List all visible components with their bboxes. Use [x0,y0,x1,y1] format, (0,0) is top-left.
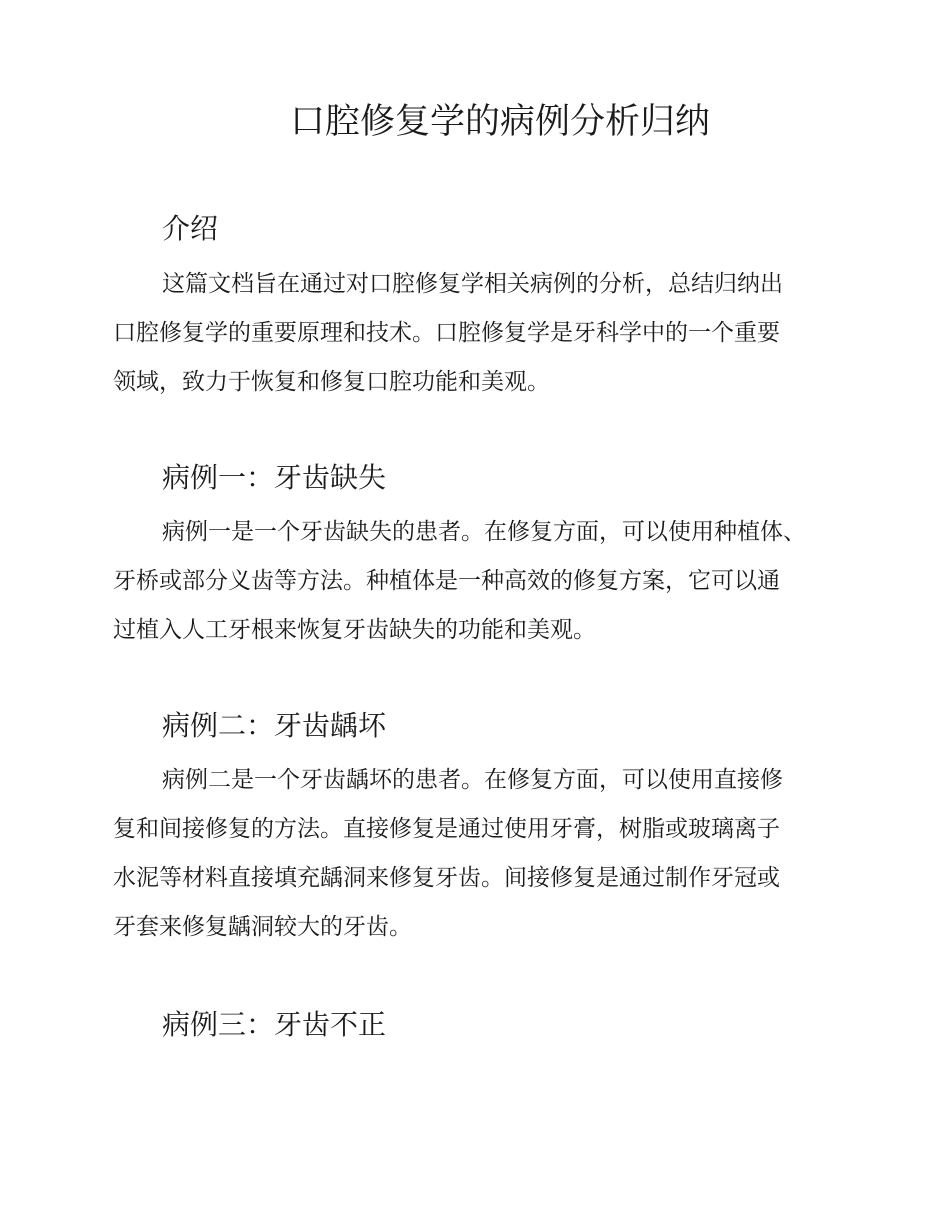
paragraph-line: 病例二是一个牙齿龋坏的患者。在修复方面，可以使用直接修 [162,767,783,793]
paragraph-line: 牙套来修复龋洞较大的牙齿。 [113,914,412,940]
paragraph-line: 口腔修复学的重要原理和技术。口腔修复学是牙科学中的一个重要 [113,320,780,346]
paragraph-line: 水泥等材料直接填充龋洞来修复牙齿。间接修复是通过制作牙冠或 [113,865,780,891]
section-paragraph-case-one [113,508,853,655]
document-title: 口腔修复学的病例分析归纳 [289,102,710,142]
paragraph-line: 病例一是一个牙齿缺失的患者。在修复方面，可以使用种植体、 [162,519,806,545]
section-paragraph-case-two [113,756,853,952]
paragraph-line: 这篇文档旨在通过对口腔修复学相关病例的分析，总结归纳出 [162,271,783,297]
section-heading-introduction: 介绍 [162,212,219,245]
paragraph-line: 过植入人工牙根来恢复牙齿缺失的功能和美观。 [113,617,596,643]
section-heading-case-two: 病例二：牙齿龋坏 [162,709,387,742]
section-paragraph-introduction [113,260,853,407]
section-heading-case-one: 病例一：牙齿缺失 [162,461,387,494]
paragraph-line: 领域，致力于恢复和修复口腔功能和美观。 [113,369,550,395]
section-heading-case-three: 病例三：牙齿不正 [162,1008,387,1041]
paragraph-line: 复和间接修复的方法。直接修复是通过使用牙膏，树脂或玻璃离子 [113,816,780,842]
paragraph-line: 牙桥或部分义齿等方法。种植体是一种高效的修复方案，它可以通 [113,568,780,594]
